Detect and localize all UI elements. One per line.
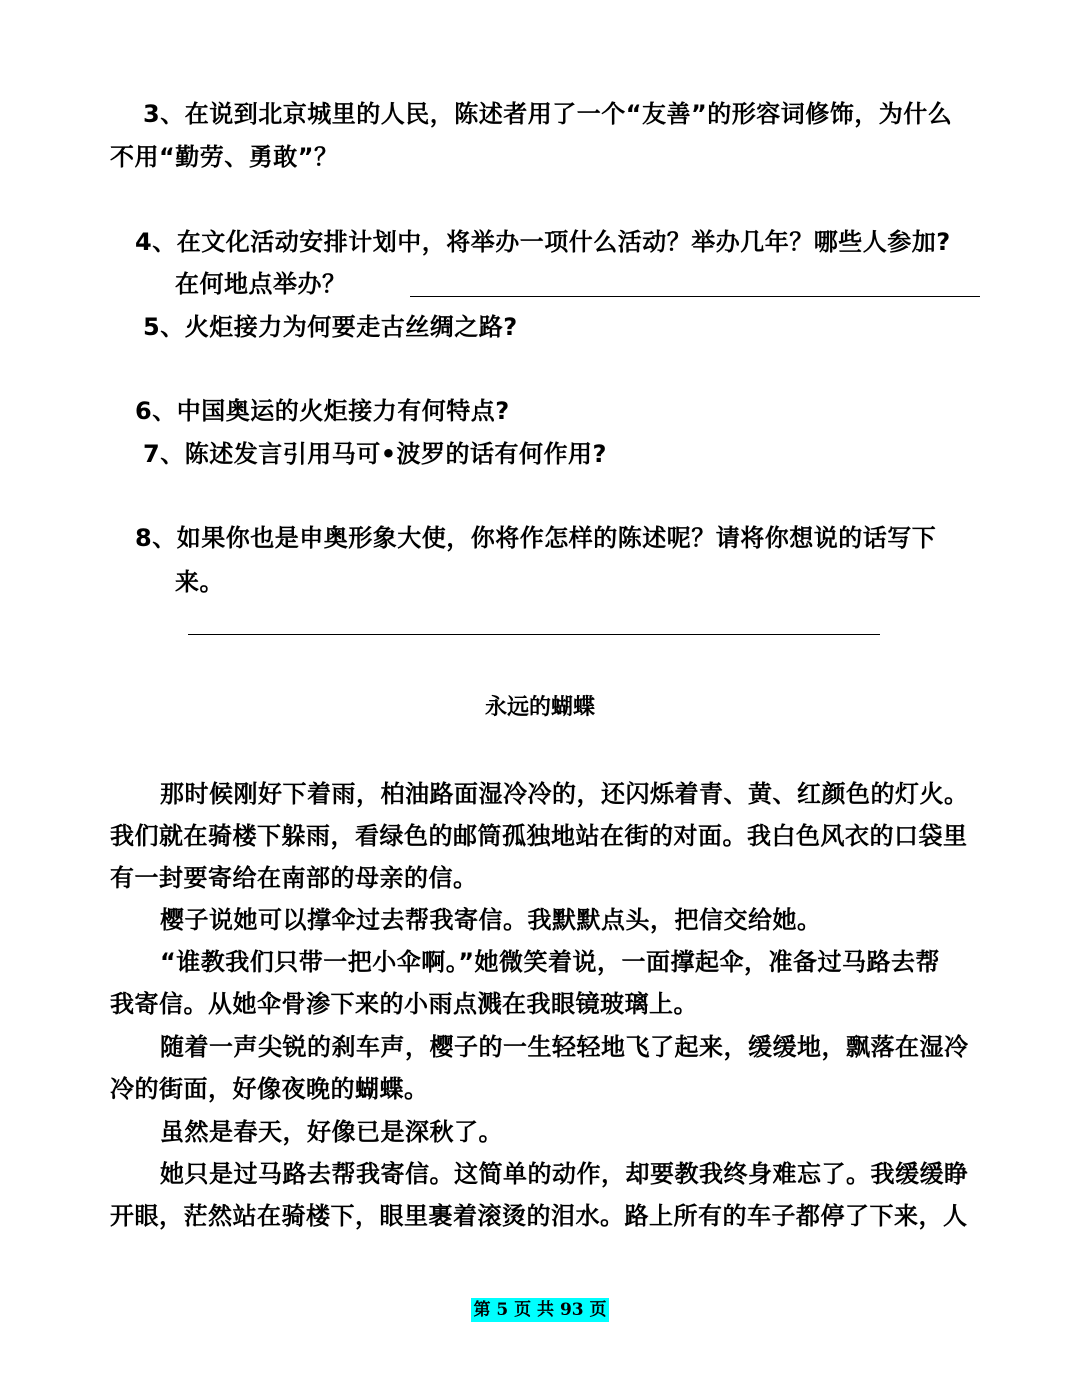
question-3-line-1: 3、在说到北京城里的人民，陈述者用了一个“友善”的形容词修饰，为什么: [143, 100, 953, 128]
page-number-label: 第 5 页 共 93 页: [473, 1300, 607, 1320]
article-line: 虽然是春天，好像已是深秋了。: [160, 1118, 503, 1146]
article-line: 我寄信。从她伞骨渗下来的小雨点溅在我眼镜玻璃上。: [110, 990, 698, 1018]
question-5: 5、火炬接力为何要走古丝绸之路?: [143, 313, 518, 341]
article-line: 她只是过马路去帮我寄信。这简单的动作，却要教我终身难忘了。我缓缓睁: [160, 1160, 969, 1188]
question-8-line-1: 8、如果你也是申奥形象大使，你将作怎样的陈述呢？请将你想说的话写下: [135, 524, 937, 552]
article-line: 那时候刚好下着雨，柏油路面湿冷冷的，还闪烁着青、黄、红颜色的灯火。: [160, 780, 969, 808]
article-line: “谁教我们只带一把小伞啊。”她微笑着说，一面撑起伞，准备过马路去帮: [160, 948, 941, 976]
answer-line-question-8: [188, 634, 880, 635]
article-line: 随着一声尖锐的刹车声，樱子的一生轻轻地飞了起来，缓缓地，飘落在湿冷: [160, 1033, 969, 1061]
article-line: 冷的街面，好像夜晚的蝴蝶。: [110, 1075, 429, 1103]
question-7: 7、陈述发言引用马可•波罗的话有何作用?: [143, 440, 607, 468]
page-footer: [0, 1298, 1080, 1322]
article-line: 樱子说她可以撑伞过去帮我寄信。我默默点头，把信交给她。: [160, 906, 822, 934]
question-6: 6、中国奥运的火炬接力有何特点?: [135, 397, 510, 425]
article-line: 开眼，茫然站在骑楼下，眼里裹着滚烫的泪水。路上所有的车子都停了下来，人: [110, 1202, 968, 1230]
question-3-line-2: 不用“勤劳、勇敢”？: [110, 143, 339, 171]
question-4-line-1: 4、在文化活动安排计划中，将举办一项什么活动？举办几年？哪些人参加?: [135, 228, 951, 256]
article-line: 我们就在骑楼下躲雨，看绿色的邮筒孤独地站在街的对面。我白色风衣的口袋里: [110, 822, 968, 850]
answer-line-question-4: [410, 296, 980, 297]
article-line: 有一封要寄给在南部的母亲的信。: [110, 864, 478, 892]
article-title: 永远的蝴蝶: [484, 695, 595, 720]
question-4-line-2: 在何地点举办？: [175, 270, 347, 298]
question-8-line-2: 来。: [175, 568, 224, 596]
